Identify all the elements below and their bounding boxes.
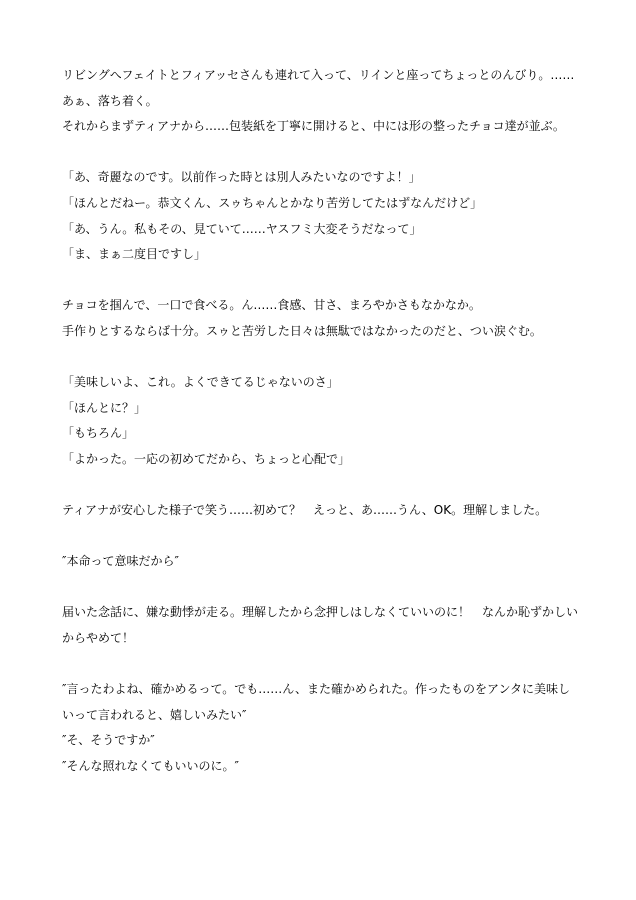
text-line: いって言われると、嬉しいみたい″ xyxy=(62,707,247,722)
text-line: ″本命って意味だから″ xyxy=(62,554,179,569)
text-line: 「ま、まぁ二度目ですし」 xyxy=(62,247,207,262)
blank-line xyxy=(62,524,574,550)
text-line: ″そ、そうですか″ xyxy=(62,733,155,748)
text-line: あぁ、落ち着く。 xyxy=(62,93,158,108)
text-line: ″そんな照れなくてもいいのに。″ xyxy=(62,759,239,774)
text-line: リビングへフェイトとフィアッセさんも連れて入って、リインと座ってちょっとのんびり。…… xyxy=(62,68,575,82)
text-line: 「ほんとに？」 xyxy=(62,400,147,415)
blank-line xyxy=(62,473,574,499)
blank-line xyxy=(62,345,574,371)
text-line: 「もちろん」 xyxy=(62,426,135,441)
text-line: 「美味しいよ、これ。よくできてるじゃないのさ」 xyxy=(62,375,339,390)
blank-line xyxy=(62,652,574,678)
text-line: からやめて！ xyxy=(62,631,135,646)
text-line: チョコを掴んで、一口で食べる。ん……食感、甘さ、まろやかさもなかなか。 xyxy=(62,298,481,313)
blank-line xyxy=(62,268,574,294)
blank-line xyxy=(62,575,574,601)
text-line: 「あ、うん。私もその、見ていて……ヤスフミ大変そうだなって」 xyxy=(62,221,422,236)
text-line: 「ほんとだねー。恭文くん、スゥちゃんとかなり苦労してたはずなんだけど」 xyxy=(62,195,483,210)
text-line: 「あ、奇麗なのです。以前作った時とは別人みたいなのですよ！」 xyxy=(62,170,421,185)
text-line: ティアナが安心した様子で笑う……初めて？ えっと、あ……うん、OK。理解しました。 xyxy=(62,503,548,518)
text-line: 手作りとするならば十分。スゥと苦労した日々は無駄ではなかったのだと、つい涙ぐむ。 xyxy=(62,323,542,338)
text-line: 「よかった。一応の初めてだから、ちょっと心配で」 xyxy=(62,451,351,466)
body-text xyxy=(62,63,579,780)
text-line: それからまずティアナから……包装紙を丁寧に開けると、中には形の整ったチョコ達が並ぶ。 xyxy=(62,119,565,134)
text-line: ″言ったわよね、確かめるって。でも……ん、また確かめられた。作ったものをアンタに美味し xyxy=(62,682,571,697)
blank-line xyxy=(62,140,574,166)
text-line: 届いた念話に、嫌な動悸が走る。理解したから念押しはしなくていいのに！ なんか恥ずかしい xyxy=(62,605,579,620)
